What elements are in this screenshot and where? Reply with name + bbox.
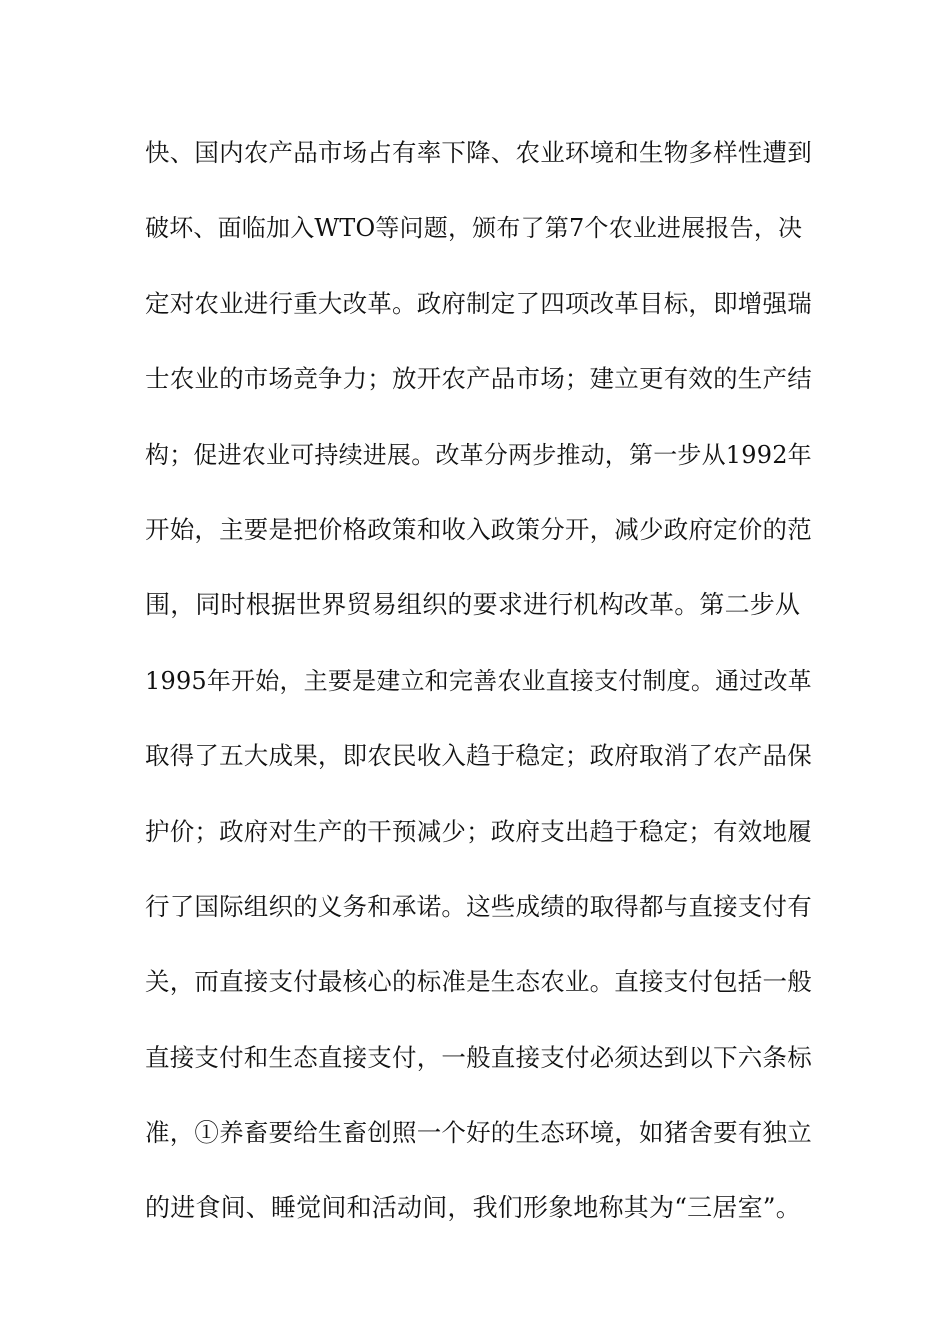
- body-paragraph: [145, 132, 815, 1263]
- text-line: 关，而直接支付最核心的标准是生态农业。直接支付包括一般: [145, 967, 812, 997]
- text-line: 开始，主要是把价格政策和收入政策分开，减少政府定价的范: [145, 514, 812, 544]
- text-line: 破坏、面临加入WTO等问题，颁布了第7个农业进展报告，决: [145, 214, 803, 243]
- text-line: 直接支付和生态直接支付，一般直接支付必须达到以下六条标: [145, 1042, 812, 1072]
- text-line: 护价；政府对生产的干预减少；政府支出趋于稳定；有效地履: [145, 816, 812, 846]
- text-line: 士农业的市场竞争力；放开农产品市场；建立更有效的生产结: [145, 364, 812, 394]
- text-line: 1995年开始，主要是建立和完善农业直接支付制度。通过改革: [145, 666, 812, 695]
- text-line: 的进食间、睡觉间和活动间，我们形象地称其为“三居室”。: [145, 1193, 801, 1223]
- text-line: 构；促进农业可持续进展。改革分两步推动，第一步从1992年: [145, 440, 812, 469]
- text-line: 围，同时根据世界贸易组织的要求进行机构改革。第二步从: [145, 590, 801, 620]
- text-line: 准，①养畜要给生畜创照一个好的生态环境，如猪舍要有独立: [145, 1118, 812, 1148]
- text-line: 取得了五大成果，即农民收入趋于稳定；政府取消了农产品保: [145, 741, 812, 771]
- text-line: 快、国内农产品市场占有率下降、农业环境和生物多样性遭到: [145, 138, 812, 167]
- text-line: 定对农业进行重大改革。政府制定了四项改革目标，即增强瑞: [145, 288, 812, 318]
- text-line: 行了国际组织的义务和承诺。这些成绩的取得都与直接支付有: [145, 891, 812, 921]
